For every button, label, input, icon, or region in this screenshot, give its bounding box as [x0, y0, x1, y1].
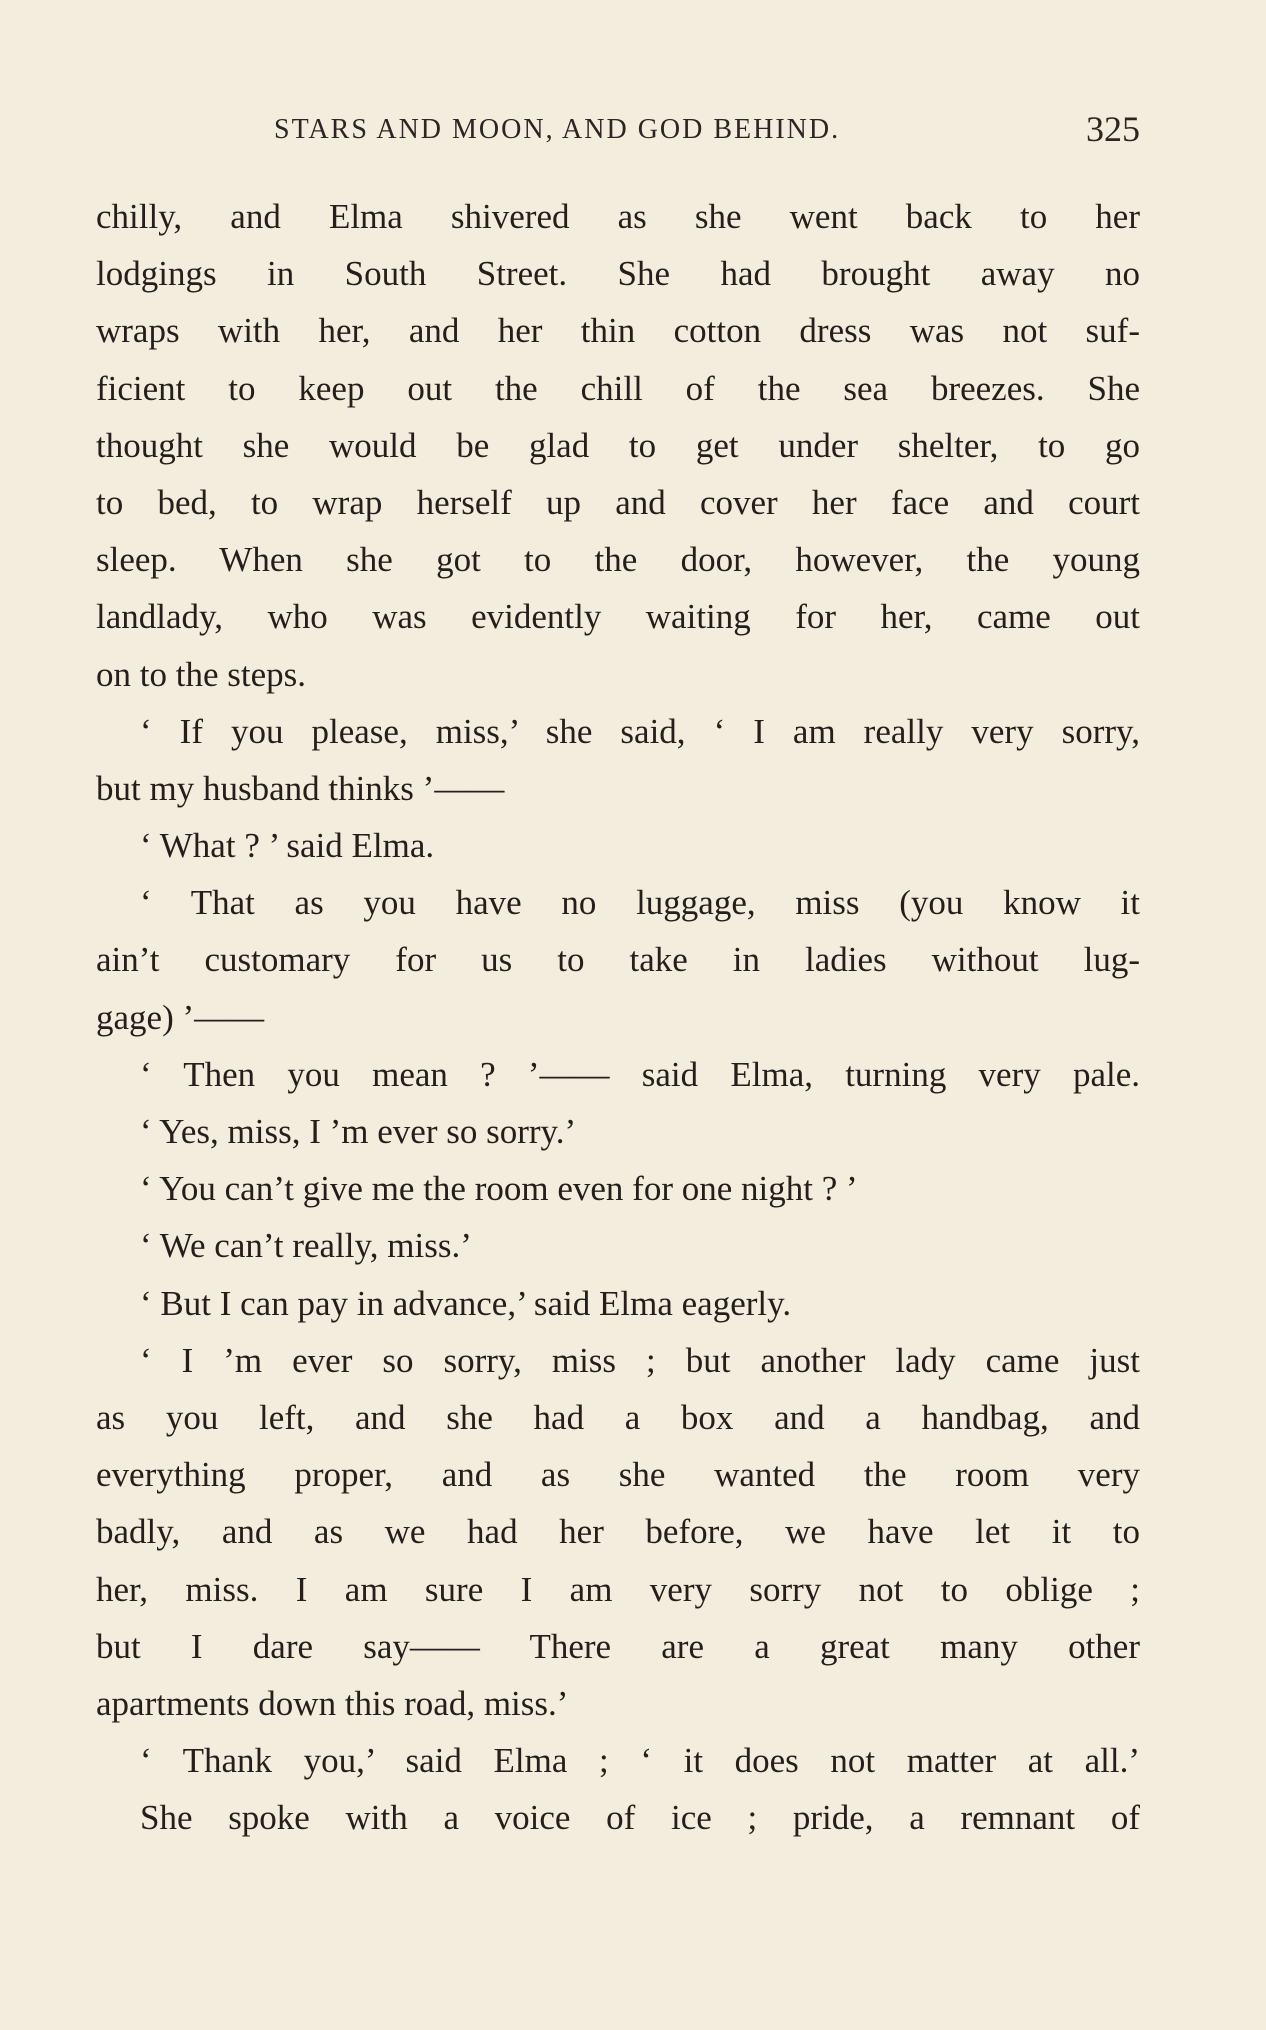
text-line: but my husband thinks ’——: [96, 768, 505, 808]
text-line: ‘ I ’m ever so sorry, miss ; but another lady came just: [140, 1340, 1140, 1380]
text-line: She spoke with a voice of ice ; pride, a remnant of: [140, 1798, 1140, 1838]
text-line: badly, and as we had her before, we have let it to: [96, 1512, 1140, 1552]
text-line: sleep. When she got to the door, however, the young: [96, 540, 1140, 580]
text-line: on to the steps.: [96, 654, 306, 694]
text-line: ‘ Then you mean ? ’—— said Elma, turning very pale.: [140, 1054, 1140, 1094]
text-line: everything proper, and as she wanted the room very: [96, 1455, 1140, 1495]
text-line: ficient to keep out the chill of the sea breezes. She: [96, 368, 1140, 408]
body-text: [96, 188, 1140, 1846]
text-line: her, miss. I am sure I am very sorry not to oblige ;: [96, 1569, 1140, 1609]
text-line: chilly, and Elma shivered as she went back to her: [96, 197, 1140, 236]
page-header: [96, 108, 1140, 158]
page-number: 325: [1086, 109, 1140, 149]
text-line: thought she would be glad to get under shelter, to go: [96, 425, 1140, 465]
text-line: lodgings in South Street. She had brought away no: [96, 254, 1140, 294]
text-line: ‘ But I can pay in advance,’ said Elma eagerly.: [140, 1283, 792, 1323]
text-line: apartments down this road, miss.’: [96, 1683, 569, 1723]
text-line: wraps with her, and her thin cotton dress was not suf-: [96, 311, 1140, 351]
text-line: ‘ We can’t really, miss.’: [140, 1226, 472, 1266]
text-line: ‘ You can’t give me the room even for one night ? ’: [140, 1169, 858, 1209]
text-line: but I dare say—— There are a great many other: [96, 1626, 1140, 1666]
running-title: STARS AND MOON, AND GOD BEHIND.: [274, 114, 841, 145]
text-line: ain’t customary for us to take in ladies without lug-: [96, 940, 1140, 980]
text-line: to bed, to wrap herself up and cover her face and court: [96, 482, 1140, 522]
text-line: ‘ What ? ’ said Elma.: [140, 826, 435, 866]
text-line: ‘ Thank you,’ said Elma ; ‘ it does not matter at all.’: [140, 1741, 1140, 1781]
text-line: ‘ If you please, miss,’ she said, ‘ I am really very sorry,: [140, 711, 1140, 751]
text-line: ‘ That as you have no luggage, miss (you know it: [140, 883, 1140, 923]
text-line: gage) ’——: [96, 997, 265, 1037]
text-line: landlady, who was evidently waiting for her, came out: [96, 597, 1140, 637]
text-line: ‘ Yes, miss, I ’m ever so sorry.’: [140, 1112, 577, 1151]
text-line: as you left, and she had a box and a handbag, and: [96, 1397, 1140, 1437]
